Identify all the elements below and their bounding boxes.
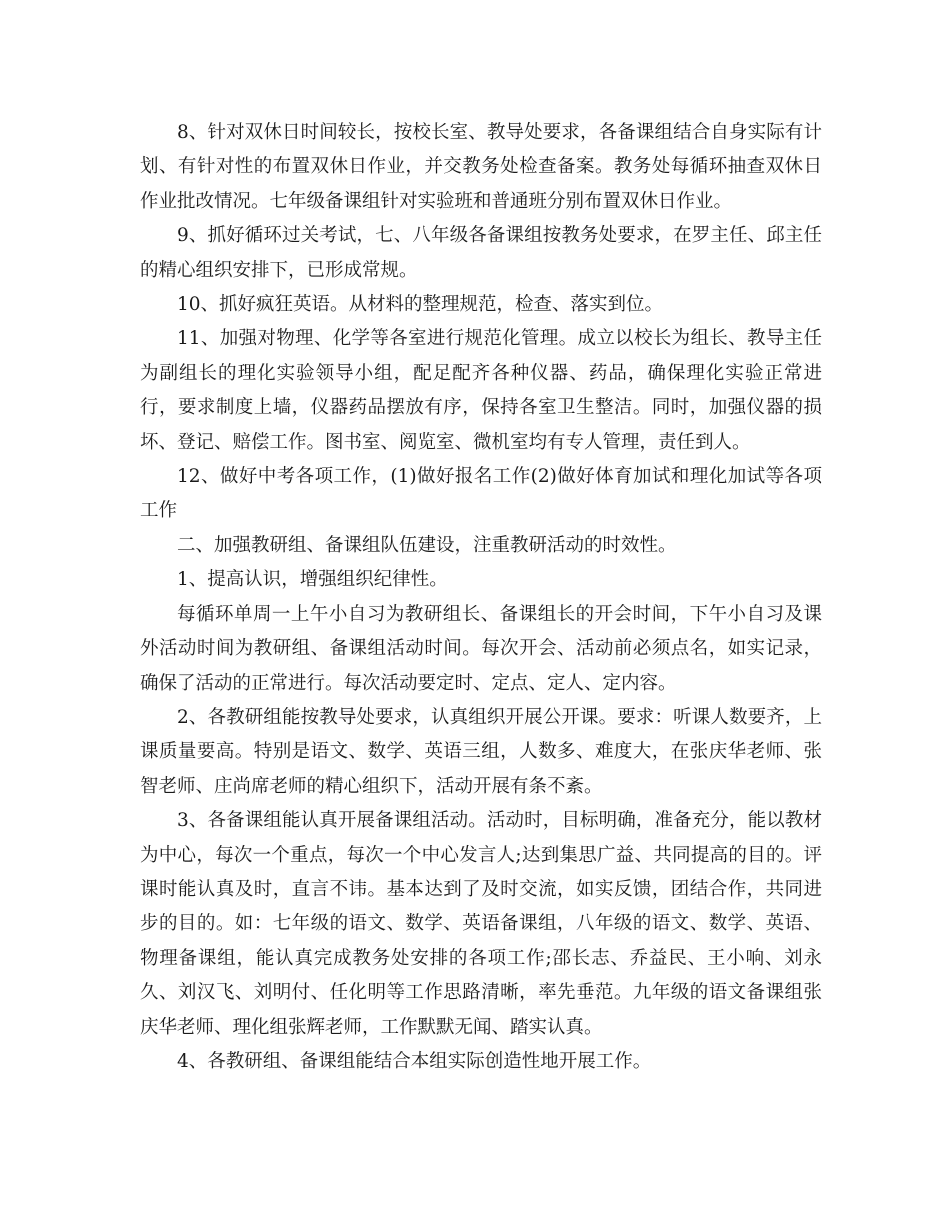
paragraph: 8、针对双休日时间较长，按校长室、教导处要求，各备课组结合自身实际有计划、有针对性的布置双休日作业，并交教务处检查备案。教务处每循环抽查双休日作业批改情况。七年级备课组针对实验班和普通班分别布置双休日作业。 [140,122,822,212]
paragraph: 2、各教研组能按教导处要求，认真组织开展公开课。要求：听课人数要齐，上课质量要高。特别是语文、数学、英语三组，人数多、难度大，在张庆华老师、张智老师、庄尚席老师的精心组织下，活动开展有条不紊。 [140,706,822,797]
paragraph: 10、抓好疯狂英语。从材料的整理规范，检查、落实到位。 [177,294,664,316]
paragraph: 11、加强对物理、化学等各室进行规范化管理。成立以校长为组长、教导主任为副组长的理化实验领导小组，配足配齐各种仪器、药品，确保理化实验正常进行，要求制度上墙，仪器药品摆放有序，保持各室卫生整洁。同时，加强仪器的损坏、登记、赔偿工作。图书室、阅览室、微机室均有专人管理，责任到人。 [140,328,822,453]
document-body [140,116,822,1079]
paragraph: 4、各教研组、备课组能结合本组实际创造性地开展工作。 [177,1050,652,1072]
paragraph: 12、做好中考各项工作，(1)做好报名工作(2)做好体育加试和理化加试等各项工作 [140,466,822,522]
section-heading: 二、加强教研组、备课组队伍建设，注重教研活动的时效性。 [177,534,677,556]
paragraph: 每循环单周一上午小自习为教研组长、备课组长的开会时间，下午小自习及课外活动时间为教研组、备课组活动时间。每次开会、活动前必须点名，如实记录，确保了活动的正常进行。每次活动要定时、定点、定人、定内容。 [140,603,822,694]
paragraph: 9、抓好循环过关考试，七、八年级各备课组按教务处要求，在罗主任、邱主任的精心组织安排下，已形成常规。 [140,225,822,281]
paragraph: 3、各备课组能认真开展备课组活动。活动时，目标明确，准备充分，能以教材为中心，每次一个重点，每次一个中心发言人;达到集思广益、共同提高的目的。评课时能认真及时，直言不讳。基本达到了及时交流，如实反馈，团结合作，共同进步的目的。如：七年级的语文、数学、英语备课组，八年级的语文、数学、英语、物理备课组，能认真完成教务处安排的各项工作;邵长志、乔益民、王小响、刘永久、刘汉飞、刘明付、任化明等工作思路清晰，率先垂范。九年级的语文备课组张庆华老师、理化组张辉老师，工作默默无闻、踏实认真。 [140,810,822,1038]
paragraph: 1、提高认识，增强组织纪律性。 [177,569,448,591]
